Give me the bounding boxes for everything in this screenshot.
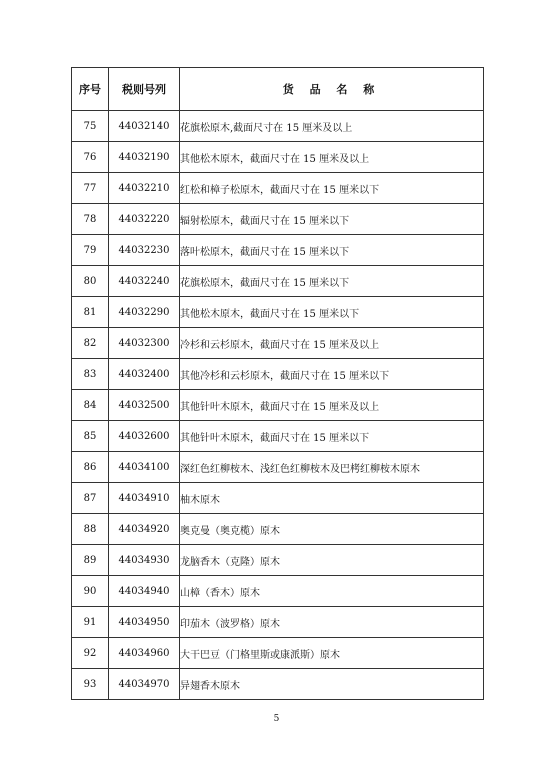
- code-cell: 44032500: [109, 390, 180, 421]
- seq-cell: 83: [72, 359, 109, 390]
- code-cell: 44034920: [109, 514, 180, 545]
- code-cell: 44032220: [109, 204, 180, 235]
- seq-cell: 89: [72, 545, 109, 576]
- name-cell: 其他冷杉和云杉原木，截面尺寸在 15 厘米以下: [180, 359, 484, 390]
- code-cell: 44032240: [109, 266, 180, 297]
- code-cell: 44032400: [109, 359, 180, 390]
- seq-cell: 82: [72, 328, 109, 359]
- name-cell: 印茄木（波罗格）原木: [180, 607, 484, 638]
- table-row: [72, 638, 484, 669]
- code-cell: 44032290: [109, 297, 180, 328]
- code-cell: 44032230: [109, 235, 180, 266]
- name-cell: 异翅香木原木: [180, 669, 484, 700]
- table-row: [72, 669, 484, 700]
- code-cell: 44034930: [109, 545, 180, 576]
- seq-cell: 93: [72, 669, 109, 700]
- name-cell: 花旗松原木,截面尺寸在 15 厘米及以上: [180, 111, 484, 142]
- code-cell: 44034100: [109, 452, 180, 483]
- header-name: 货 品 名 称: [180, 68, 484, 111]
- table-row: [72, 235, 484, 266]
- table-row: [72, 359, 484, 390]
- seq-cell: 78: [72, 204, 109, 235]
- name-cell: 山樟（香木）原木: [180, 576, 484, 607]
- name-cell: 龙脑香木（克隆）原木: [180, 545, 484, 576]
- table-row: [72, 576, 484, 607]
- seq-cell: 90: [72, 576, 109, 607]
- table-row: [72, 421, 484, 452]
- seq-cell: 76: [72, 142, 109, 173]
- name-cell: 奥克曼（奥克榄）原木: [180, 514, 484, 545]
- name-cell: 落叶松原木，截面尺寸在 15 厘米以下: [180, 235, 484, 266]
- seq-cell: 88: [72, 514, 109, 545]
- code-cell: 44034970: [109, 669, 180, 700]
- name-cell: 冷杉和云杉原木，截面尺寸在 15 厘米及以上: [180, 328, 484, 359]
- table-row: [72, 390, 484, 421]
- name-cell: 柚木原木: [180, 483, 484, 514]
- code-cell: 44032140: [109, 111, 180, 142]
- name-cell: 其他针叶木原木，截面尺寸在 15 厘米及以上: [180, 390, 484, 421]
- table-header-row: [72, 68, 484, 111]
- code-cell: 44032600: [109, 421, 180, 452]
- seq-cell: 81: [72, 297, 109, 328]
- code-cell: 44034950: [109, 607, 180, 638]
- table-row: [72, 266, 484, 297]
- name-cell: 红松和樟子松原木，截面尺寸在 15 厘米以下: [180, 173, 484, 204]
- name-cell: 辐射松原木，截面尺寸在 15 厘米以下: [180, 204, 484, 235]
- table-row: [72, 607, 484, 638]
- page-number: 5: [273, 714, 280, 724]
- code-cell: 44032210: [109, 173, 180, 204]
- table-row: [72, 142, 484, 173]
- header-seq: 序号: [72, 68, 109, 111]
- code-cell: 44032190: [109, 142, 180, 173]
- seq-cell: 77: [72, 173, 109, 204]
- name-cell: 大干巴豆（门格里斯或康派斯）原木: [180, 638, 484, 669]
- seq-cell: 87: [72, 483, 109, 514]
- seq-cell: 75: [72, 111, 109, 142]
- code-cell: 44034940: [109, 576, 180, 607]
- seq-cell: 91: [72, 607, 109, 638]
- name-cell: 深红色红柳桉木、浅红色红柳桉木及巴栲红柳桉木原木: [180, 452, 484, 483]
- tariff-table: [71, 67, 484, 700]
- seq-cell: 85: [72, 421, 109, 452]
- seq-cell: 79: [72, 235, 109, 266]
- seq-cell: 86: [72, 452, 109, 483]
- code-cell: 44032300: [109, 328, 180, 359]
- table-row: [72, 483, 484, 514]
- table-row: [72, 297, 484, 328]
- seq-cell: 84: [72, 390, 109, 421]
- table-row: [72, 328, 484, 359]
- name-cell: 其他松木原木，截面尺寸在 15 厘米及以上: [180, 142, 484, 173]
- code-cell: 44034910: [109, 483, 180, 514]
- name-cell: 其他针叶木原木，截面尺寸在 15 厘米以下: [180, 421, 484, 452]
- table-row: [72, 204, 484, 235]
- seq-cell: 92: [72, 638, 109, 669]
- table-row: [72, 173, 484, 204]
- code-cell: 44034960: [109, 638, 180, 669]
- name-cell: 花旗松原木，截面尺寸在 15 厘米以下: [180, 266, 484, 297]
- table-row: [72, 514, 484, 545]
- table-row: [72, 111, 484, 142]
- header-code: 税则号列: [109, 68, 180, 111]
- table-row: [72, 545, 484, 576]
- name-cell: 其他松木原木，截面尺寸在 15 厘米以下: [180, 297, 484, 328]
- seq-cell: 80: [72, 266, 109, 297]
- table-row: [72, 452, 484, 483]
